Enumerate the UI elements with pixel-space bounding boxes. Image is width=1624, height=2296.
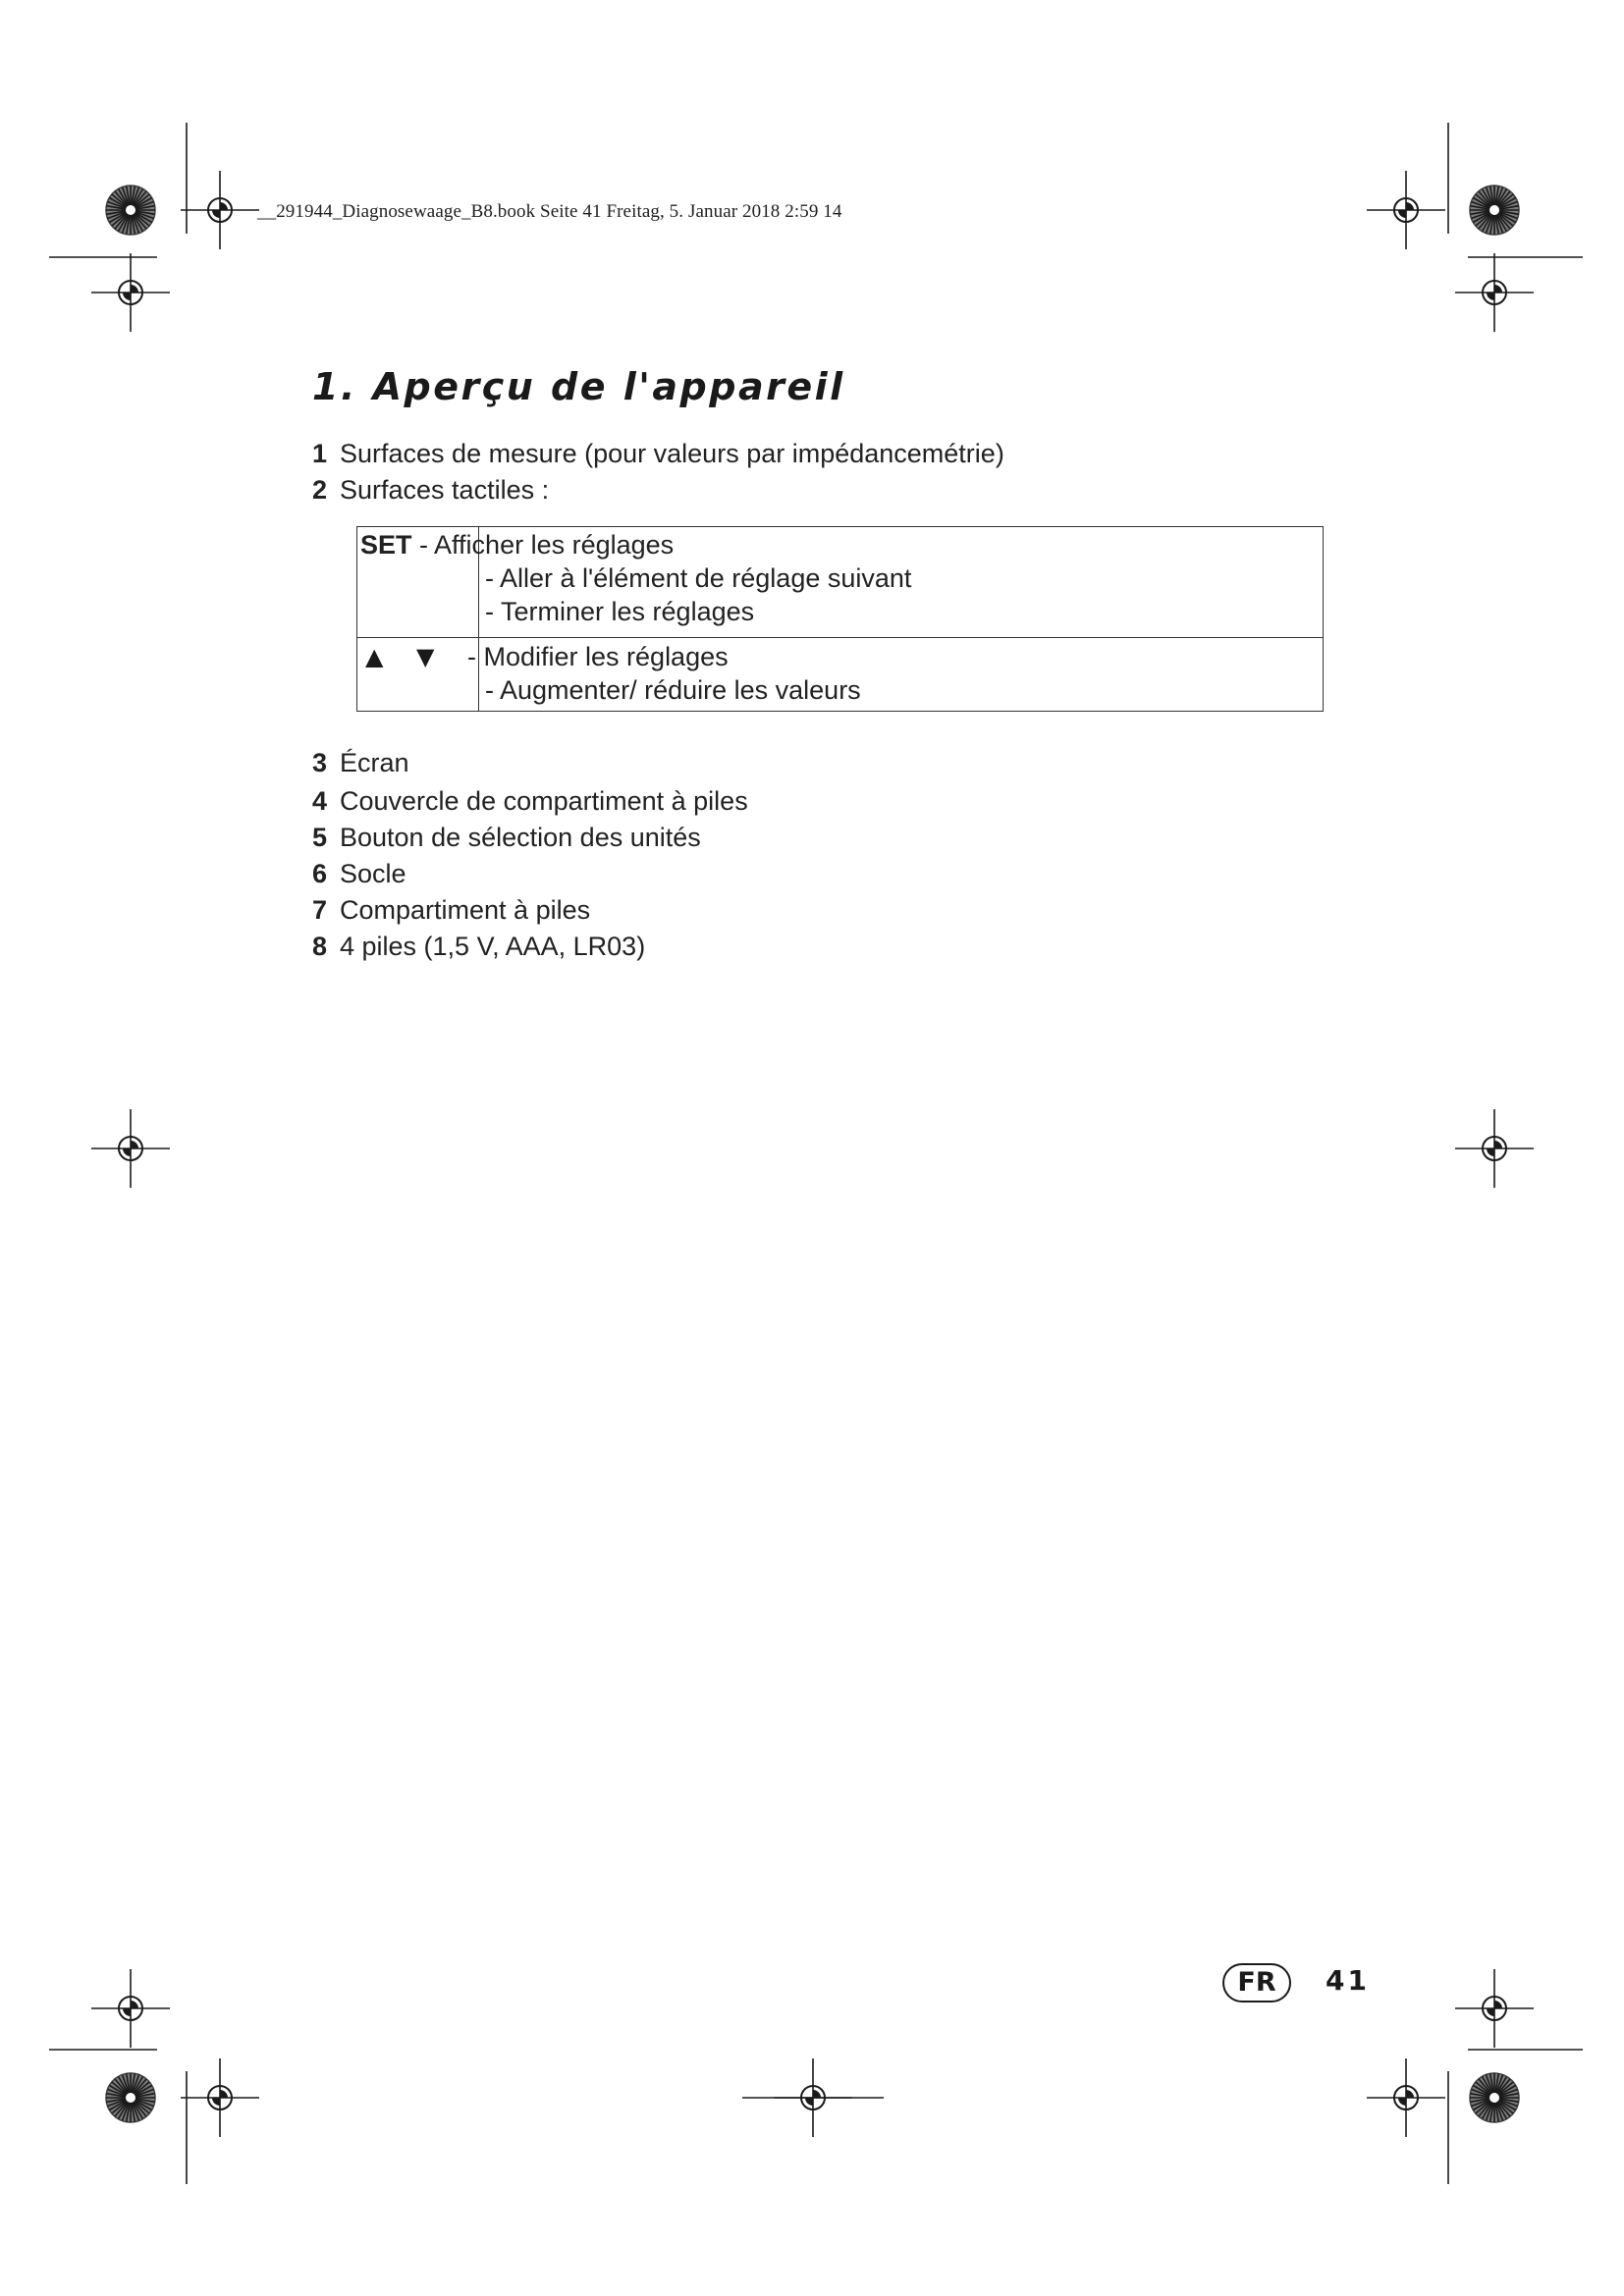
- registration-quadrant: [805, 2098, 813, 2106]
- page-number: 41: [1326, 1964, 1370, 1997]
- item-number: 5: [312, 823, 328, 852]
- registration-quadrant: [123, 293, 131, 300]
- registration-quadrant: [212, 210, 220, 218]
- color-target-center: [1489, 205, 1499, 215]
- set-key-label: SET: [360, 530, 412, 560]
- list-item: [312, 932, 645, 962]
- item-text: Bouton de sélection des unités: [340, 823, 701, 852]
- registration-quadrant: [123, 1148, 131, 1156]
- registration-quadrant: [131, 1141, 138, 1148]
- arrow-up-icon: ▲: [365, 643, 384, 670]
- registration-quadrant: [1398, 210, 1406, 218]
- registration-quadrant: [123, 2008, 131, 2016]
- arrow-line-2: - Augmenter/ réduire les valeurs: [485, 675, 861, 705]
- registration-quadrant: [1494, 285, 1502, 293]
- registration-quadrant: [1406, 202, 1414, 210]
- item-text: Socle: [340, 859, 406, 888]
- section-title: 1. Aperçu de l'appareil: [312, 365, 845, 408]
- list-item: [312, 786, 748, 817]
- set-row-first-line: [360, 530, 674, 561]
- registration-quadrant: [212, 2098, 220, 2106]
- item-text: Compartiment à piles: [340, 895, 591, 925]
- set-line-2: - Aller à l'élément de réglage suivant: [485, 563, 912, 593]
- color-target-center: [126, 205, 135, 215]
- item-number: 6: [312, 859, 328, 888]
- list-item: [312, 895, 590, 926]
- registration-quadrant: [131, 285, 138, 293]
- arrow-line-1: - Modifier les réglages: [467, 642, 729, 671]
- registration-quadrant: [1398, 2098, 1406, 2106]
- set-line-1: - Afficher les réglages: [419, 530, 675, 560]
- registration-quadrant: [131, 2001, 138, 2008]
- registration-quadrant: [220, 2090, 228, 2098]
- registration-quadrant: [1487, 293, 1494, 300]
- list-item: [312, 859, 406, 889]
- list-item: [312, 475, 549, 506]
- item-number: 2: [312, 475, 328, 505]
- item-text: 4 piles (1,5 V, AAA, LR03): [340, 932, 646, 961]
- language-badge: FR: [1222, 1963, 1291, 2002]
- registration-quadrant: [1494, 2001, 1502, 2008]
- item-number: 1: [312, 439, 328, 468]
- color-target-center: [1489, 2093, 1499, 2103]
- list-item: [312, 748, 409, 778]
- item-text: Surfaces tactiles :: [340, 475, 550, 505]
- controls-table: [356, 526, 1324, 712]
- arrow-down-icon: ▼: [416, 643, 435, 670]
- item-number: 3: [312, 748, 328, 777]
- list-item: [312, 823, 701, 853]
- registration-quadrant: [1406, 2090, 1414, 2098]
- registration-quadrant: [1487, 1148, 1494, 1156]
- running-header: __291944_Diagnosewaage_B8.book Seite 41 Freitag, 5. Januar 2018 2:59 14: [257, 201, 842, 222]
- color-target-center: [126, 2093, 135, 2103]
- item-number: 7: [312, 895, 328, 925]
- item-number: 4: [312, 786, 328, 816]
- set-line-3: - Terminer les réglages: [485, 597, 755, 626]
- list-item: [312, 439, 1004, 469]
- item-text: Surfaces de mesure (pour valeurs par impédancemétrie): [340, 439, 1004, 468]
- table-divider-horizontal: [357, 637, 1323, 638]
- item-number: 8: [312, 932, 328, 961]
- registration-quadrant: [1487, 2008, 1494, 2016]
- registration-quadrant: [220, 202, 228, 210]
- registration-quadrant: [1494, 1141, 1502, 1148]
- registration-quadrant: [813, 2090, 821, 2098]
- item-text: Écran: [340, 748, 409, 777]
- item-text: Couvercle de compartiment à piles: [340, 786, 748, 816]
